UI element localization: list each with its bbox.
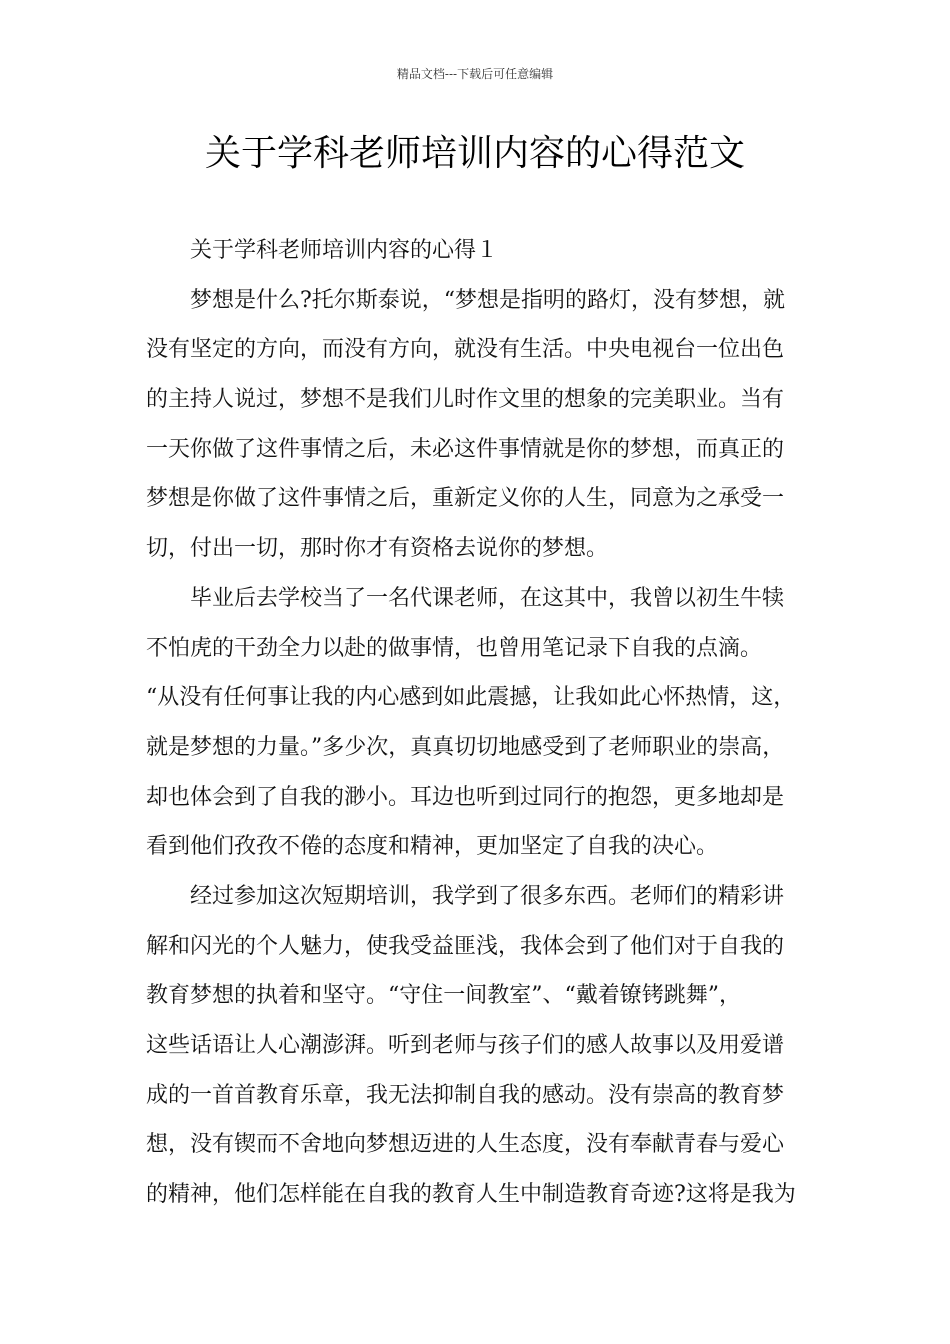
text-line: 这些话语让人心潮澎湃。听到老师与孩子们的感人故事以及用爱谱 bbox=[146, 1033, 785, 1058]
text-line: 成的一首首教育乐章，我无法抑制自我的感动。没有崇高的教育梦 bbox=[146, 1082, 785, 1108]
text-line: 关于学科老师培训内容的心得１ bbox=[190, 238, 499, 263]
text-line: 一天你做了这件事情之后，未必这件事情就是你的梦想，而真正的 bbox=[146, 436, 785, 462]
text-line: 的精神，他们怎样能在自我的教育人生中制造教育奇迹?这将是我为 bbox=[146, 1182, 796, 1208]
text-line: 就是梦想的力量。”多少次，真真切切地感受到了老师职业的崇高， bbox=[146, 734, 785, 760]
text-line: 毕业后去学校当了一名代课老师，在这其中，我曾以初生牛犊 bbox=[190, 585, 785, 611]
text-line: 没有坚定的方向，而没有方向，就没有生活。中央电视台一位出色 bbox=[146, 337, 785, 363]
document-body bbox=[146, 226, 818, 1220]
text-line: 的主持人说过，梦想不是我们儿时作文里的想象的完美职业。当有 bbox=[146, 387, 785, 413]
text-line: 教育梦想的执着和坚守。“守住一间教室”、“戴着镣铐跳舞”， bbox=[146, 983, 741, 1009]
text-line: 看到他们孜孜不倦的态度和精神，更加坚定了自我的决心。 bbox=[146, 834, 719, 860]
text-line: 切，付出一切，那时你才有资格去说你的梦想。 bbox=[146, 536, 609, 562]
text-line: 梦想是什么?托尔斯泰说，“梦想是指明的路灯，没有梦想，就 bbox=[190, 287, 786, 313]
page-header: 精品文档---下载后可任意编辑 bbox=[396, 67, 554, 81]
text-line: 想，没有锲而不舍地向梦想迈进的人生态度，没有奉献青春与爱心 bbox=[146, 1132, 785, 1158]
text-line: 却也体会到了自我的渺小。耳边也听到过同行的抱怨，更多地却是 bbox=[146, 784, 785, 810]
text-line: 经过参加这次短期培训，我学到了很多东西。老师们的精彩讲 bbox=[190, 883, 785, 909]
text-line: 解和闪光的个人魅力，使我受益匪浅，我体会到了他们对于自我的 bbox=[146, 933, 785, 959]
text-line: 不怕虎的干劲全力以赴的做事情，也曾用笔记录下自我的点滴。 bbox=[146, 635, 763, 661]
text-line: 梦想是你做了这件事情之后，重新定义你的人生，同意为之承受一 bbox=[146, 486, 785, 512]
text-line: “从没有任何事让我的内心感到如此震撼，让我如此心怀热情，这， bbox=[146, 685, 796, 711]
document-title: 关于学科老师培训内容的心得范文 bbox=[204, 133, 745, 174]
